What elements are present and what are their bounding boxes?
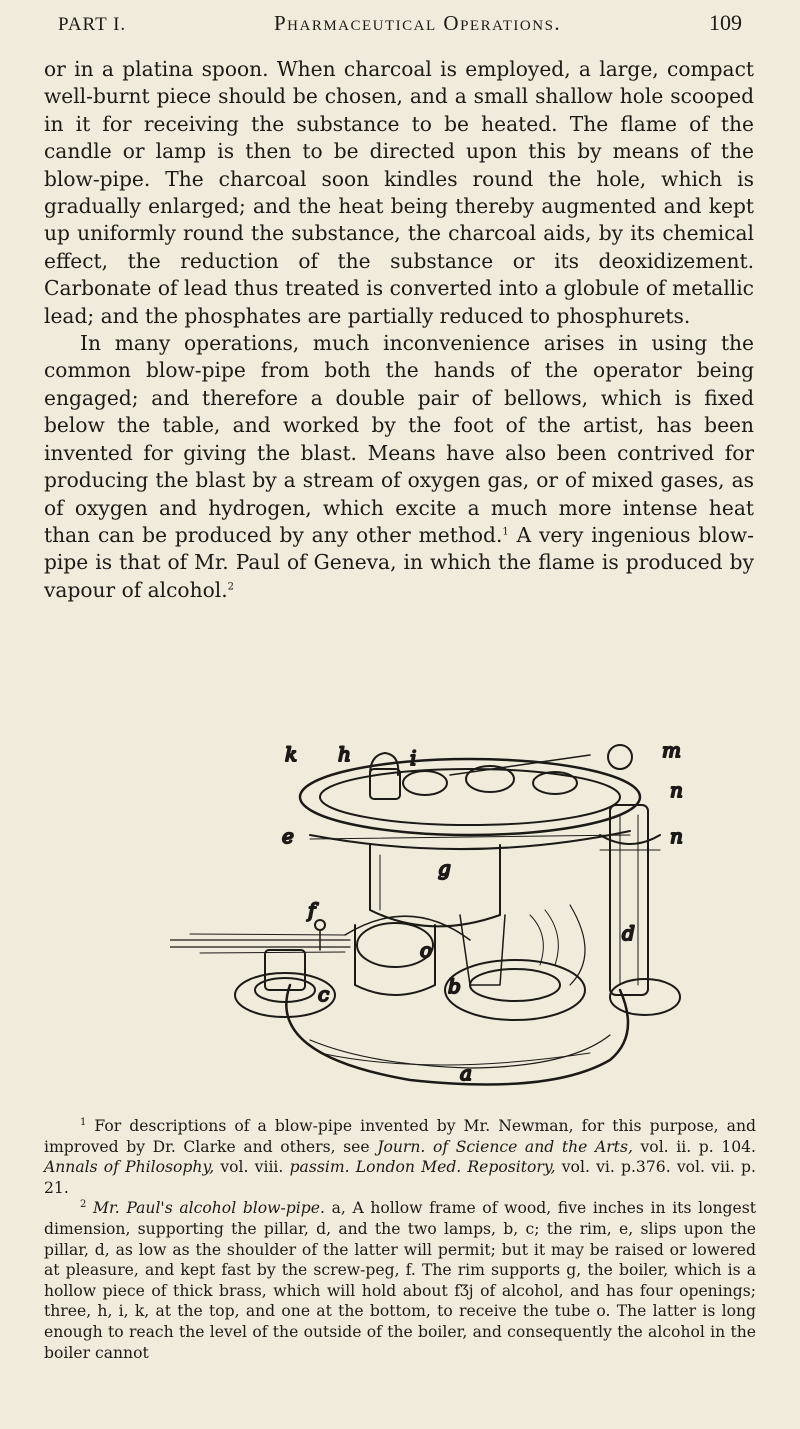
part-label: PART I. — [58, 14, 127, 35]
footnote-1-number: 1 — [80, 1116, 87, 1128]
footnote-1-text-4: vol. vi. p.376. vol. vii. p. 21. — [44, 1158, 757, 1197]
page-number: 109 — [708, 10, 742, 35]
footnote-ref-2: 2 — [227, 580, 234, 592]
body-text — [44, 56, 754, 604]
footnote-1-journal: Journ. of Science and the Arts, — [377, 1137, 633, 1156]
label-h: h — [338, 742, 351, 766]
paragraph-bellows-text: In many operations, much inconvenience arises in using the common blow-pipe from both the hands of the operator being engaged; and therefore a double pair of bellows, which is fixed below the table, and worked by the foot of the artist, has been invented for giving the blast. Means have also been contrived for producing the blast by a stream of oxygen gas, or of mixed gases, as of oxygen and hydrogen, which excite a much more intense heat than can be produced by any other method. — [44, 331, 754, 547]
paragraph-bellows-text-2: A very ingenious blow-pipe is that of Mr. Paul of Geneva, in which the flame is produced by vapour of alcohol. — [44, 522, 754, 602]
label-n-top: n — [670, 778, 683, 802]
footnote-1-text: For descriptions of a blow-pipe invented by Mr. Newman, for this purpose, and improved by Dr. Clarke and others, see — [44, 1117, 756, 1156]
blow-pipe-illustration — [170, 735, 740, 1105]
running-head — [58, 10, 742, 40]
footnote-1 — [44, 1116, 756, 1198]
label-i: i — [410, 746, 417, 770]
footnote-2-heading: Mr. Paul's alcohol blow-pipe. — [93, 1199, 325, 1218]
blow-pipe-engraving — [170, 735, 740, 1105]
label-c: c — [318, 982, 330, 1006]
footnote-ref-1: 1 — [502, 526, 509, 538]
page-title: Pharmaceutical Operations. — [273, 11, 562, 35]
label-a: a — [460, 1061, 472, 1085]
footnote-1-text-2: vol. ii. p. 104. — [632, 1137, 756, 1156]
footnote-2 — [44, 1198, 756, 1363]
footnote-1-repository: passim. London Med. Repository, — [289, 1158, 556, 1177]
label-d: d — [622, 921, 635, 945]
label-b: b — [448, 974, 461, 998]
label-e: e — [282, 824, 294, 848]
label-o: o — [420, 938, 433, 962]
footnote-1-text-3: vol. viii. — [214, 1158, 290, 1177]
footnote-1-annals: Annals of Philosophy, — [44, 1158, 215, 1177]
footnote-2-text: a, A hollow frame of wood, five inches in its longest dimension, supporting the pillar, d, and the two lamps, b, c; the rim, e, slips upon the pillar, d, as low as the shoulder of the latter will permit; but it may be raised or lowered at pleasure, and kept fast by the screw-peg, f. The rim supports g, the boiler, which is a hollow piece of thick brass, which will hold about fƷj of alcohol, and has four openings; three, h, i, k, at the top, and one at the bottom, to receive the tube o. The latter is long enough to reach the level of the outside of the boiler, and consequently the alcohol in the boiler cannot — [44, 1199, 756, 1362]
label-m: m — [662, 738, 681, 762]
label-f: f — [308, 898, 316, 922]
paragraph-bellows — [44, 330, 754, 604]
label-k: k — [285, 742, 298, 766]
footnotes — [44, 1116, 756, 1363]
label-g: g — [438, 856, 451, 880]
footnote-2-number: 2 — [80, 1199, 87, 1211]
paragraph-charcoal: or in a platina spoon. When charcoal is employed, a large, compact well-burnt piece should be chosen, and a small shallow hole scooped in it for receiving the substance to be heated. The flame of the candle or lamp is then to be directed upon this by means of the blow-pipe. The charcoal soon kindles round the hole, which is gradually enlarged; and the heat being thereby augmented and kept up uniformly round the substance, the charcoal aids, by its chemical effect, the reduction of the substance or its deoxidizement. Carbonate of lead thus treated is converted into a globule of metallic lead; and the phosphates are partially reduced to phosphurets. — [44, 57, 754, 328]
label-n: n — [670, 824, 683, 848]
